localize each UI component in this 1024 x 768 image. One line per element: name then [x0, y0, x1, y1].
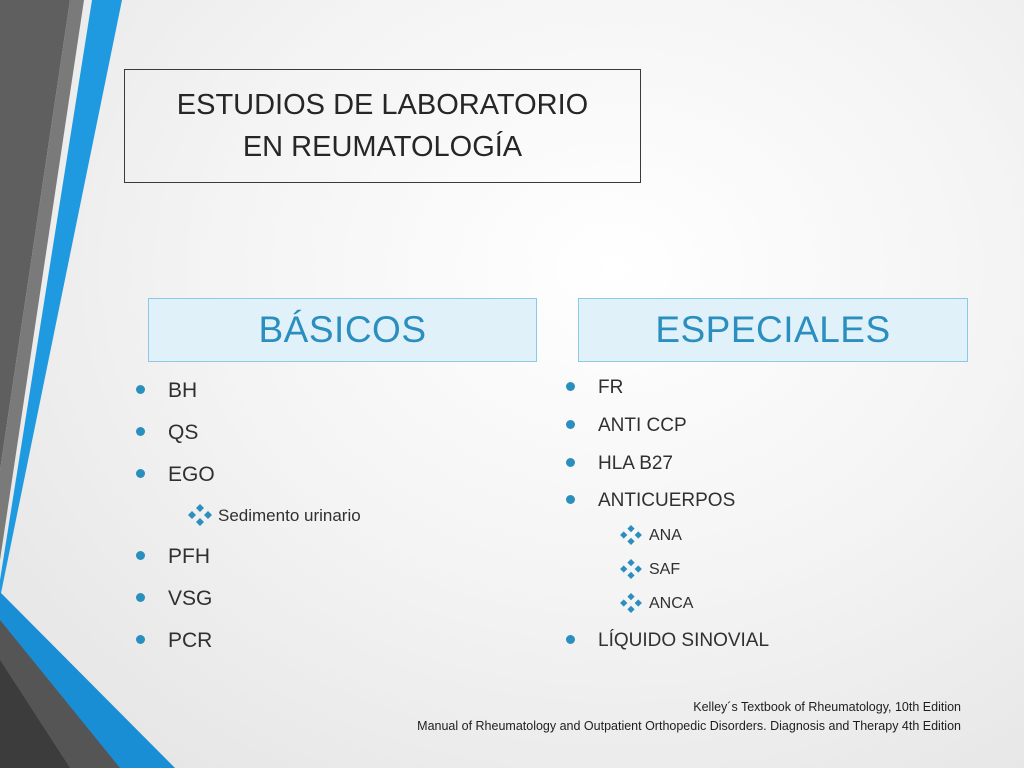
sub-list-item-label: Sedimento urinario: [218, 506, 361, 525]
diamond-cluster-icon: [620, 525, 642, 545]
bullet-dot-icon: [566, 382, 575, 391]
list-item-label: QS: [168, 421, 199, 444]
list-item-label: HLA B27: [598, 453, 673, 474]
bullet-dot-icon: [566, 458, 575, 467]
list-item-label: PCR: [168, 629, 213, 652]
reference-2: Manual of Rheumatology and Outpatient Orthopedic Disorders. Diagnosis and Therapy 4th Edition: [417, 719, 961, 733]
diamond-cluster-icon: [188, 504, 212, 526]
sub-list-item-label: ANCA: [649, 595, 694, 612]
especiales-header-label: ESPECIALES: [655, 309, 891, 350]
list-item-label: BH: [168, 379, 198, 402]
bullet-dot-icon: [136, 551, 145, 560]
bullet-dot-icon: [566, 420, 575, 429]
bullet-dot-icon: [136, 469, 145, 478]
list-item-label: ANTICUERPOS: [598, 490, 736, 511]
title-box: [124, 69, 641, 183]
basicos-header-label: BÁSICOS: [258, 309, 427, 350]
diamond-cluster-icon: [620, 559, 642, 579]
bullet-dot-icon: [136, 593, 145, 602]
bullet-dot-icon: [566, 495, 575, 504]
list-item-label: VSG: [168, 587, 213, 610]
especiales-list: [566, 373, 966, 663]
reference-1: Kelley´s Textbook of Rheumatology, 10th Edition: [693, 700, 961, 714]
bullet-dot-icon: [136, 385, 145, 394]
sub-list-item-label: ANA: [649, 527, 682, 544]
especiales-header: [578, 298, 968, 362]
basicos-list: [136, 375, 516, 665]
title-line-1: ESTUDIOS DE LABORATORIO: [176, 89, 589, 121]
sub-list-item-label: SAF: [649, 561, 681, 578]
basicos-header: [148, 298, 537, 362]
diamond-cluster-icon: [620, 593, 642, 613]
list-item-label: ANTI CCP: [598, 415, 687, 436]
bullet-dot-icon: [136, 427, 145, 436]
bullet-dot-icon: [136, 635, 145, 644]
list-item-label: EGO: [168, 463, 215, 486]
references: [417, 698, 961, 736]
title-line-2: EN REUMATOLOGÍA: [242, 131, 523, 163]
list-item-label: PFH: [168, 545, 210, 568]
list-item-label: LÍQUIDO SINOVIAL: [598, 630, 770, 651]
list-item-label: FR: [598, 377, 624, 398]
bullet-dot-icon: [566, 635, 575, 644]
